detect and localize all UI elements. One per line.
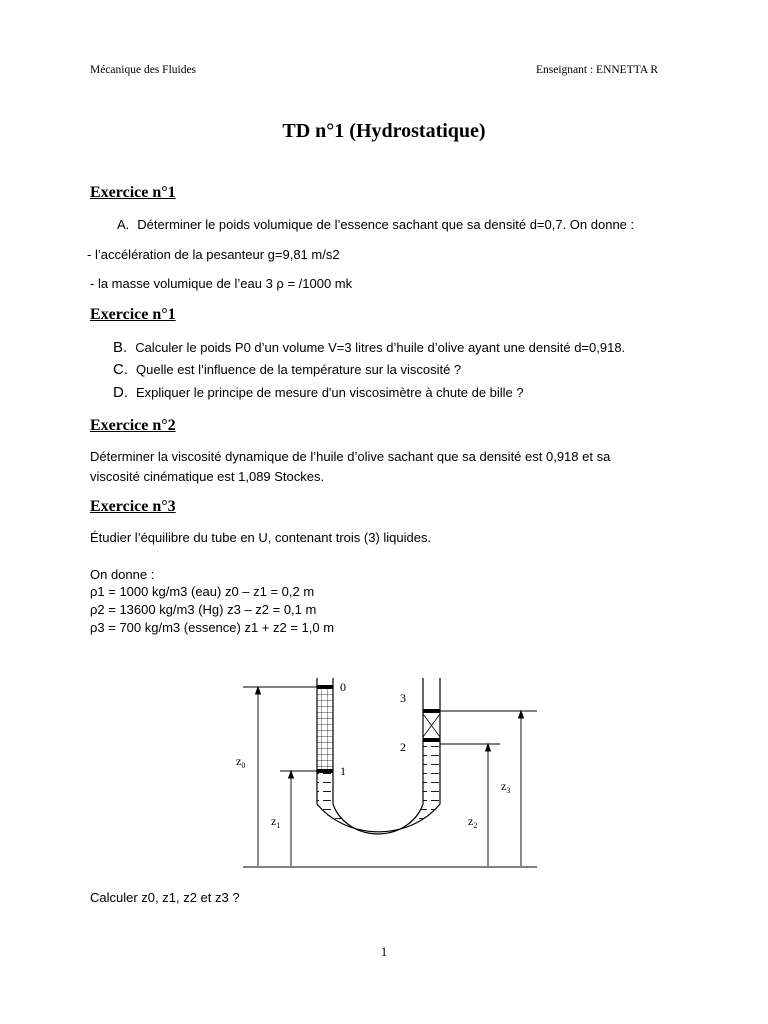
item-text: Quelle est l’influence de la température sur la viscosité ? (136, 362, 462, 377)
given-line: ρ3 = 700 kg/m3 (essence) z1 + z2 = 1,0 m (90, 620, 335, 635)
item-letter: A. (117, 217, 130, 232)
paragraph-line: Déterminer la viscosité dynamique de l’huile d’olive sachant que sa densité est 0,918 et sa (90, 449, 611, 464)
label-point-2: 2 (400, 740, 406, 754)
u-tube-inner-wall (333, 678, 423, 834)
arrow-z3 (519, 711, 524, 718)
item-text: Expliquer le principe de mesure d'un viscosimètre à chute de bille ? (136, 385, 524, 400)
question-item (117, 217, 634, 232)
interface-1 (317, 769, 333, 773)
interface-2 (423, 738, 440, 742)
final-question: Calculer z0, z1, z2 et z3 ? (90, 890, 240, 905)
item-letter: B. (113, 339, 128, 356)
label-point-0: 0 (340, 680, 346, 694)
arrow-z1 (289, 771, 294, 778)
arrow-z2 (486, 744, 491, 751)
exercise-heading: Exercice n°3 (90, 498, 176, 515)
exercise-heading: Exercice n°1 (90, 306, 176, 323)
paragraph-line: Étudier l’équilibre du tube en U, contenant trois (3) liquides. (90, 530, 432, 545)
label-z0: $z_0$ (236, 754, 246, 770)
given-line: - l’accélération de la pesanteur g=9,81 m/s2 (87, 247, 340, 262)
item-text: Déterminer le poids volumique de l’essence sachant que sa densité d=0,7. On donne : (137, 217, 635, 232)
exercise-heading: Exercice n°2 (90, 417, 176, 434)
question-item (113, 339, 625, 356)
essence-column (423, 711, 440, 740)
label-point-3: 3 (400, 691, 406, 705)
item-text: Calculer le poids P0 d’un volume V=3 litres d’huile d’olive ayant une densité d=0,918. (135, 340, 626, 355)
label-z2: $z_2$ (468, 814, 478, 830)
given-label: On donne : (90, 567, 155, 582)
item-letter: C. (113, 361, 128, 378)
label-z1: $z_1$ (271, 814, 281, 830)
page-title: TD n°1 (Hydrostatique) (282, 120, 486, 142)
interface-0 (317, 685, 333, 689)
course-name: Mécanique des Fluides (90, 64, 197, 76)
paragraph-line: viscosité cinématique est 1,089 Stockes. (90, 469, 325, 484)
page-number: 1 (380, 944, 388, 959)
question-item (113, 384, 524, 401)
water-column (317, 687, 333, 771)
given-line: - la masse volumique de l’eau 3 ρ = /1000 mk (90, 276, 353, 291)
u-tube-diagram (225, 670, 555, 875)
item-letter: D. (113, 384, 128, 401)
question-item (113, 361, 461, 378)
exercise-heading: Exercice n°1 (90, 184, 176, 201)
teacher-name: Enseignant : ENNETTA R (536, 64, 659, 76)
interface-3 (423, 709, 440, 713)
given-line: ρ1 = 1000 kg/m3 (eau) z0 – z1 = 0,2 m (90, 584, 315, 599)
arrow-z0 (256, 687, 261, 694)
given-line: ρ2 = 13600 kg/m3 (Hg) z3 – z2 = 0,1 m (90, 602, 317, 617)
label-z3: $z_3$ (501, 779, 511, 795)
label-point-1: 1 (340, 764, 346, 778)
